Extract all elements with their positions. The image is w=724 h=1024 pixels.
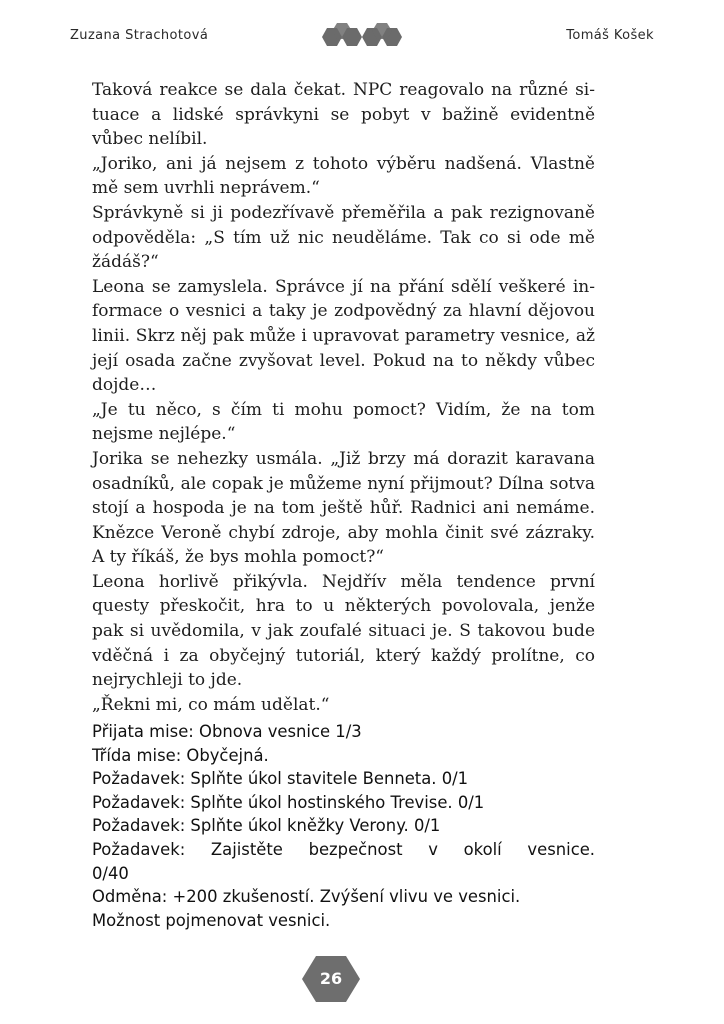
quest-notification	[92, 720, 595, 932]
story-text	[92, 78, 595, 717]
paragraph: „Je tu něco, s čím ti mohu pomoct? Vidím, že na tom nejsme nejlépe.“	[92, 399, 595, 445]
paragraph: „Řekni mi, co mám udělat.“	[92, 694, 330, 715]
quest-class: Třída mise: Obyčejná.	[92, 745, 269, 765]
quest-reward-extra: Možnost pojmenovat vesnici.	[92, 910, 331, 930]
quest-requirement-progress: 0/40	[92, 863, 129, 883]
page-number-badge	[300, 954, 362, 1004]
quest-accepted: Přijata mise: Obnova vesnice 1/3	[92, 722, 362, 741]
quest-requirement: Požadavek: Splňte úkol hostinského Trevise. 0/1	[92, 792, 485, 812]
paragraph: Leona horlivě přikývla. Nejdřív měla tendence první questy přeskočit, hra to u některých povolovala, jenže pak si uvědomila, v jak zoufalé situaci je. S takovou bude vděčná i za obyčejný tutoriál, který každý prolítne, co nejrychleji to jde.	[92, 571, 595, 691]
quest-requirement: Požadavek: Splňte úkol stavitele Benneta. 0/1	[92, 769, 469, 789]
paragraph: Správkyně si ji podezřívavě přeměřila a pak rezignovaně odpověděla: „S tím už nic neuděláme. Tak co si ode mě žádáš?“	[92, 202, 595, 273]
header-author-left: Zuzana Strachotová	[70, 28, 209, 43]
paragraph: Jorika se nehezky usmála. „Již brzy má dorazit karavana osadníků, ale copak je můžeme nyní přijmout? Dílna sotva stojí a hospoda je na tom ještě hůř. Radnici ani nemáme. Knězce Veroně chybí zdroje, aby mohla činit své zázraky. A ty říkáš, že bys mohla pomoct?“	[92, 448, 595, 568]
paragraph: „Joriko, ani já nejsem z tohoto výběru nadšená. Vlastně mě sem uvrhli neprávem.“	[92, 153, 595, 199]
hexagon-chain-icon	[318, 22, 406, 52]
page-header	[70, 26, 654, 56]
quest-requirement: Požadavek: Zajistěte bezpečnost v okolí vesnice.	[92, 839, 595, 859]
paragraph: Leona se zamyslela. Správce jí na přání sdělí veškeré informace o vesnici a taky je zodpovědný za hlavní dějovou linii. Skrz něj pak může i upravovat parametry vesnice, až její osada začne zvyšovat level. Pokud na to někdy vůbec dojde…	[92, 276, 595, 396]
paragraph: Taková reakce se dala čekat. NPC reagovalo na různé situace a lidské správkyni se pobyt v bažině evidentně vůbec nelíbil.	[92, 80, 595, 150]
quest-reward: Odměna: +200 zkušeností. Zvýšení vlivu ve vesnici.	[92, 887, 521, 907]
header-author-right: Tomáš Košek	[566, 28, 654, 43]
quest-requirement: Požadavek: Splňte úkol kněžky Verony. 0/1	[92, 816, 441, 836]
page-number: 26	[319, 969, 343, 988]
